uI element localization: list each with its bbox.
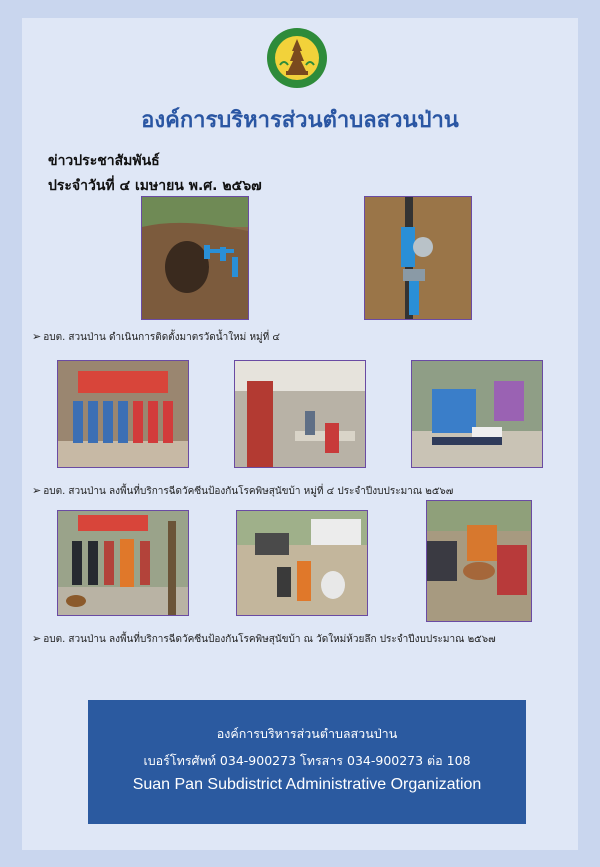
water-meter-photo [364, 196, 472, 320]
caption-text: อบต. สวนป่าน ลงพื้นที่บริการฉีดวัคซีนป้องกันโรคพิษสุนัขบ้า หมู่ที่ ๔ ประจำปีงบประมาณ ๒๕๖๗ [43, 486, 454, 497]
footer-contact: เบอร์โทรศัพท์ 034-900273 โทรสาร 034-900273 ต่อ 108 [143, 753, 471, 768]
footer-org-name-en: Suan Pan Subdistrict Administrative Organization [132, 776, 482, 793]
footer-org-name-th: องค์การบริหารส่วนตำบลสวนป่าน [216, 726, 398, 741]
temple-vaccination-photo [236, 510, 368, 616]
arrow-bullet-icon: ➢ [32, 484, 42, 497]
caption-vaccination-temple [32, 632, 496, 647]
caption-text: อบต. สวนป่าน ลงพื้นที่บริการฉีดวัคซีนป้องกันโรคพิษสุนัขบ้า ณ วัดใหม่ห้วยลึก ประจำปีงบประมาณ ๒๕๖๗ [43, 634, 496, 645]
footer-contact-box [88, 700, 526, 824]
subdistrict-seal-icon [266, 27, 328, 89]
dog-vaccination-photo [411, 360, 543, 468]
arrow-bullet-icon: ➢ [32, 632, 42, 645]
group-photo-vaccination-team [57, 360, 189, 468]
date-line: ประจำวันที่ ๔ เมษายน พ.ศ. ๒๕๖๗ [48, 178, 262, 194]
vaccination-registration-photo [234, 360, 366, 468]
org-title: องค์การบริหารส่วนตำบลสวนป่าน [141, 107, 459, 133]
temple-group-photo [57, 510, 189, 616]
caption-vaccination-village [32, 484, 453, 499]
caption-water-meter [32, 330, 280, 345]
monk-dog-vaccination-photo [426, 500, 532, 622]
arrow-bullet-icon: ➢ [32, 330, 42, 343]
news-heading: ข่าวประชาสัมพันธ์ [48, 153, 160, 169]
water-pipe-installation-photo [141, 196, 249, 320]
caption-text: อบต. สวนป่าน ดำเนินการติดตั้งมาตรวัดน้ำใหม่ หมู่ที่ ๔ [43, 332, 280, 343]
